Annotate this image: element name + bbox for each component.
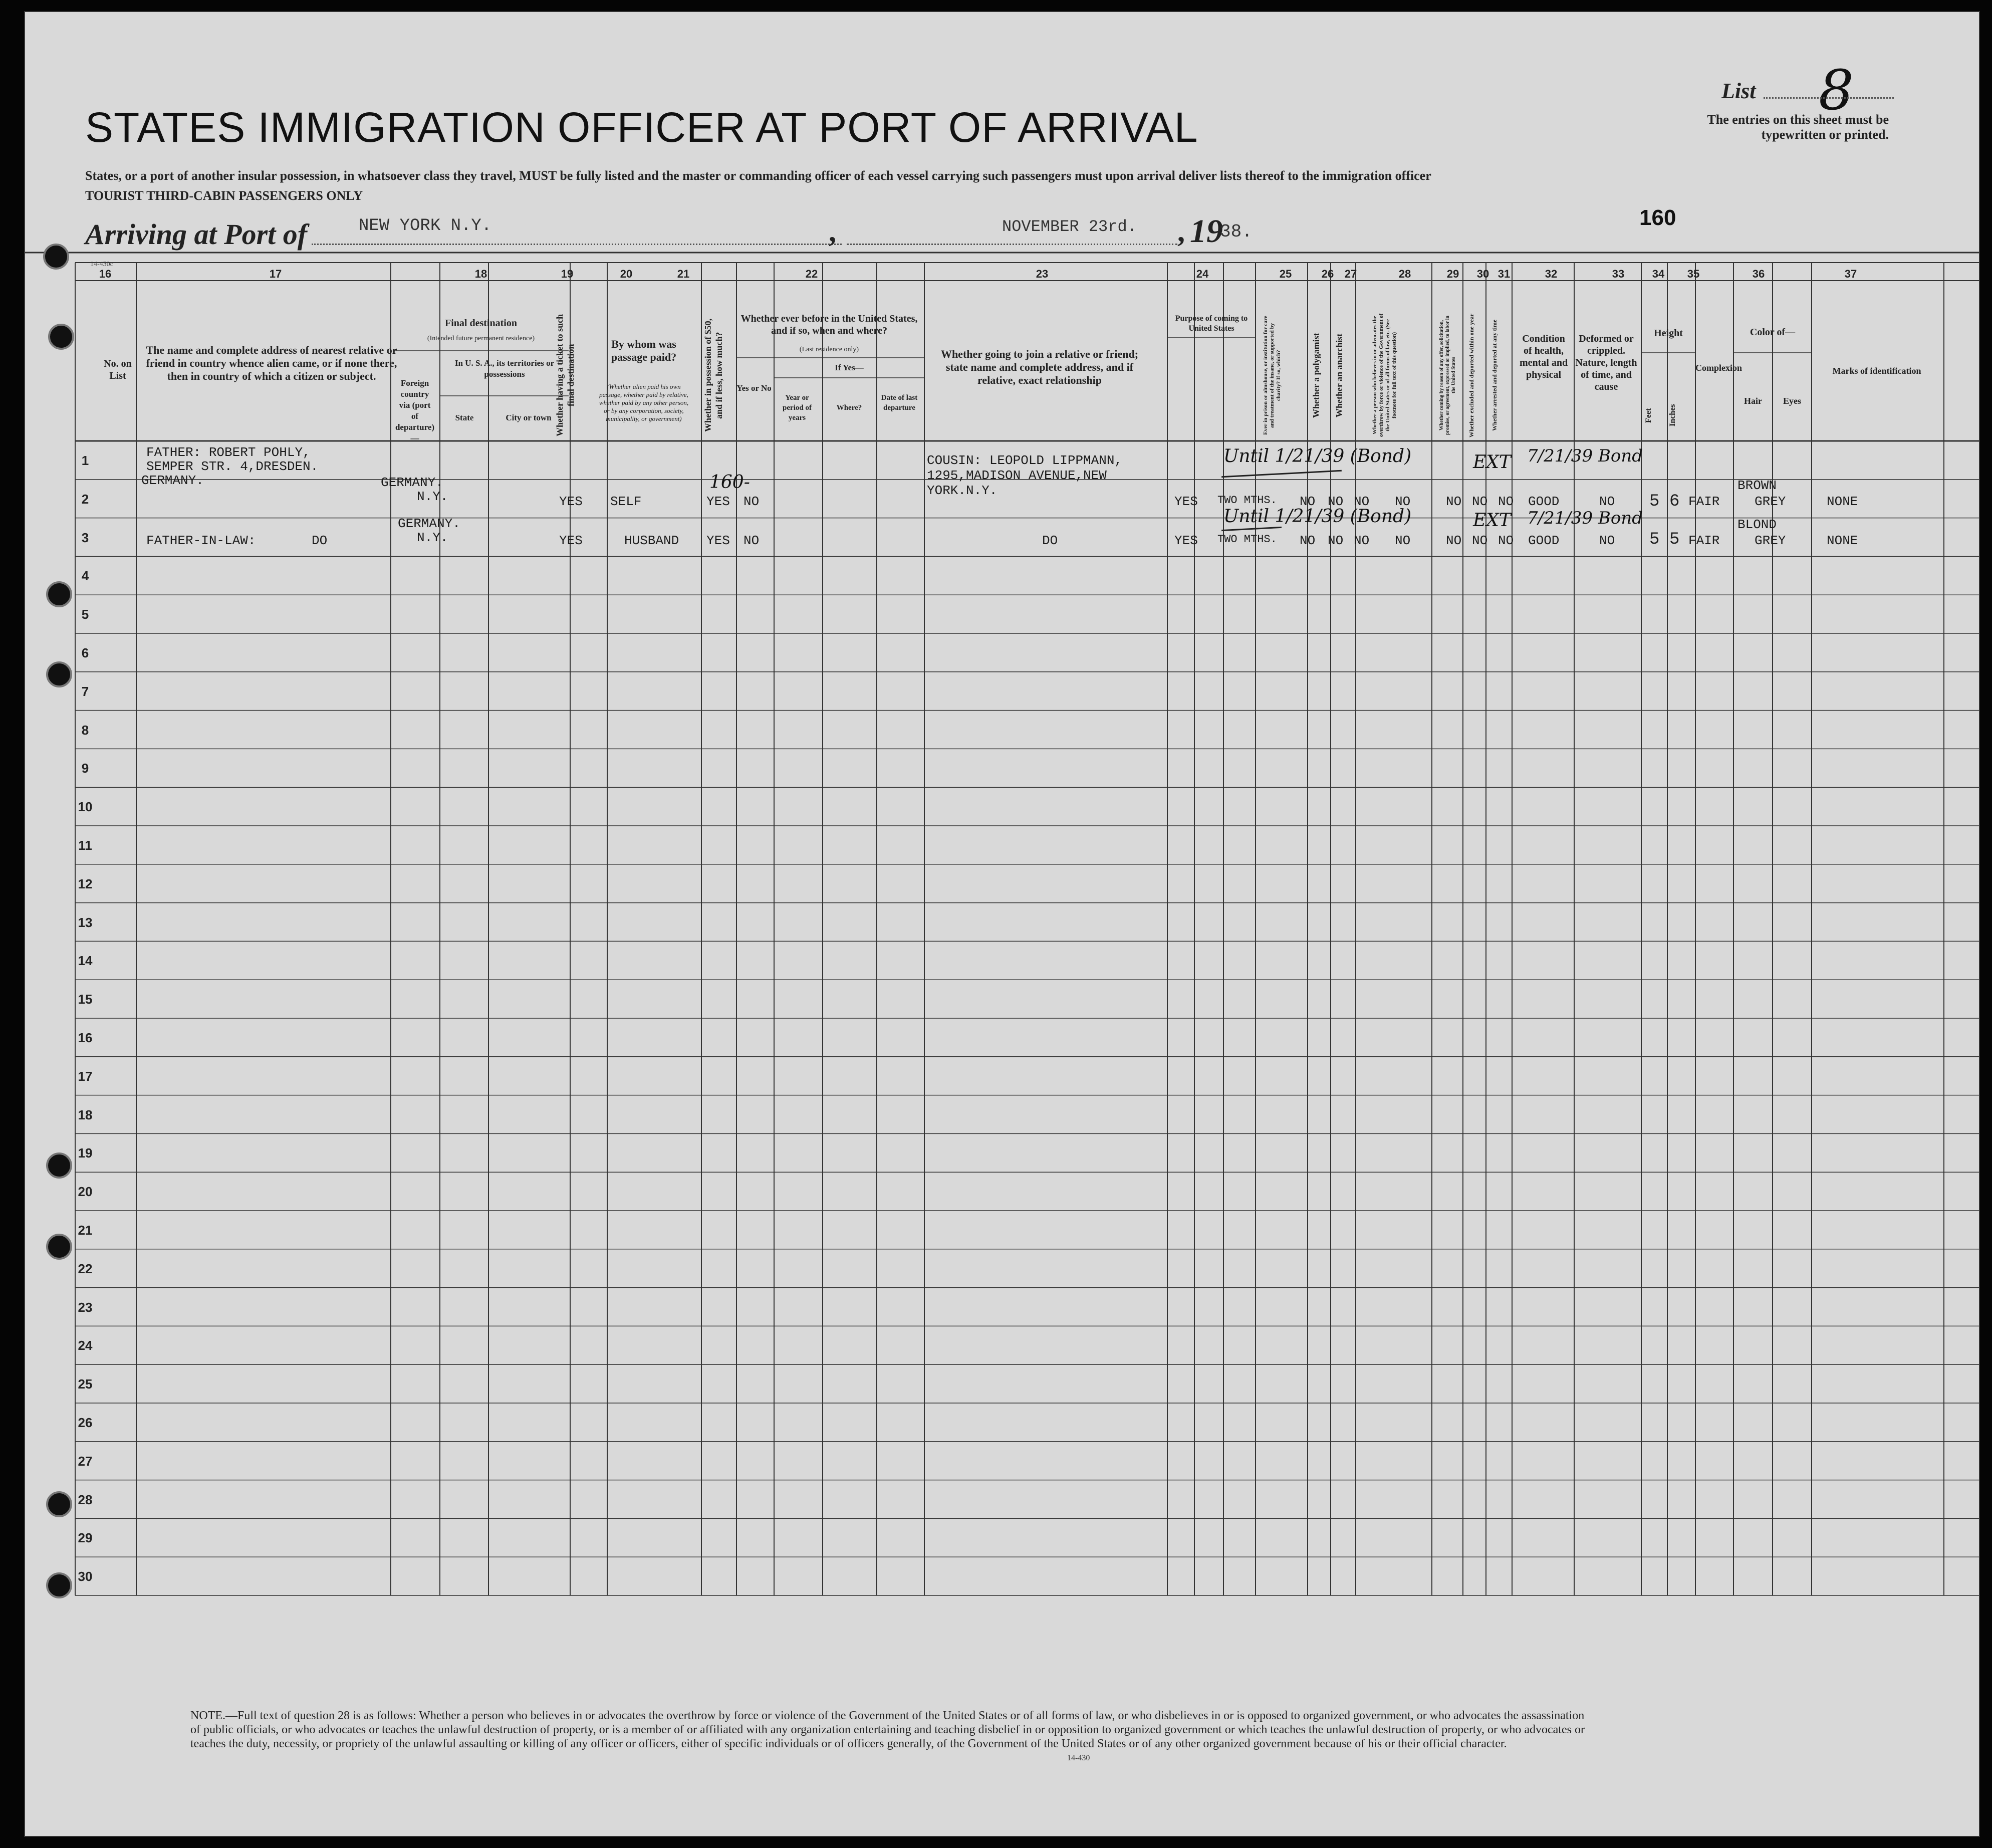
binder-hole [46, 1491, 72, 1517]
row-number: 20 [78, 1184, 93, 1200]
binder-hole [46, 1234, 72, 1260]
row2-hair: BLOND [1737, 517, 1777, 532]
row1-health-handwritten: 7/21/39 Bond [1527, 446, 1643, 466]
footnote: NOTE.—Full text of question 28 is as follows: Whether a person who believes in or advocates the overthrow by force or violence of the Government of the United States or of all forms of law, or who disbelieves in or is opposed to organized government, or who advocates the assassination of public officials, or who advocates or teaches the unlawful destruction of property, or is a member of or affiliated with any organization entertaining and teaching disbelief in or opposition to organized government or which teaches the unlawful destruction of property, or who advocates or teaches the duty, necessity, or propriety of the unlawful assaulting or killing of any officer or officers, either of specific individuals or of officers generally, of the Government of the United States or of any other organized government because of his or their official character. [190, 1709, 1585, 1750]
header-no-on-list: No. on List [104, 358, 132, 381]
row1-polygamist: NO [1328, 494, 1344, 509]
row1-state: N.Y. [417, 489, 448, 504]
row-number: 25 [78, 1376, 93, 1392]
header-relative-address: The name and complete address of nearest relative or friend in country whence alien came, or if none there, then in country of which a citizen or subject. [146, 344, 397, 382]
header-city: City or town [506, 413, 552, 422]
row1-deported: NO [1498, 494, 1514, 509]
row-number: 19 [78, 1145, 93, 1161]
row1-complexion: FAIR [1688, 494, 1720, 509]
row-number: 10 [78, 799, 93, 815]
header-excluded: Whether excluded and deported within one year [1468, 313, 1475, 437]
header-purpose: Purpose of coming to United States [1175, 314, 1248, 333]
row-number: 22 [78, 1261, 93, 1276]
row1-excluded: NO [1472, 494, 1488, 509]
column-number: 34 [1652, 268, 1665, 280]
row-number: 18 [78, 1107, 93, 1122]
row2-deported: NO [1498, 533, 1514, 548]
row-number: 9 [81, 761, 89, 776]
row-number: 5 [81, 607, 89, 622]
column-number: 29 [1446, 268, 1459, 280]
column-number: 23 [1036, 268, 1049, 280]
row1-relative-line3: GERMANY. [141, 473, 204, 488]
row-number: 11 [78, 838, 92, 853]
row-number: 21 [78, 1223, 93, 1238]
binder-hole [46, 1152, 72, 1179]
row2-stay: TWO MTHS. [1217, 533, 1277, 546]
row-number: 28 [78, 1492, 93, 1507]
header-feet: Feet [1644, 408, 1653, 423]
row1-before-us: NO [743, 494, 760, 509]
row1-relative-line2: SEMPER STR. 4,DRESDEN. [146, 459, 319, 474]
row-number: 15 [78, 992, 93, 1007]
header-final-destination: Final destination [445, 318, 517, 329]
row2-ticket: YES [559, 533, 583, 548]
row-number: 30 [78, 1569, 93, 1584]
row2-labor: NO [1446, 533, 1462, 548]
form-title: STATES IMMIGRATION OFFICER AT PORT OF ARRIVAL [85, 104, 1198, 151]
header-fifty-dollars: Whether in possession of $50, and if less, how much? [703, 318, 724, 432]
column-number: 33 [1612, 268, 1625, 280]
binder-hole [46, 581, 72, 607]
row1-health: GOOD [1528, 494, 1560, 509]
row-number: 6 [81, 645, 89, 660]
column-number: 24 [1196, 268, 1209, 280]
header-join-relative: Whether going to join a relative or friend; state name and complete address, and if relative, exact relationship [940, 348, 1139, 386]
row-number: 13 [78, 914, 93, 930]
year-suffix: 38. [1220, 221, 1253, 242]
row-number: 3 [81, 530, 89, 545]
row-number: 8 [81, 722, 89, 738]
form-subtitle: States, or a port of another insular possession, in whatsoever class they travel, MUST be fully listed and the master or commanding officer of each vessel carrying such passengers must upon arrival deliver lists thereof to the immigration officer [85, 168, 1431, 183]
row-number: 26 [78, 1415, 93, 1430]
entries-note: The entries on this sheet must be typewritten or printed. [1707, 112, 1889, 142]
row1-join-line3: YORK.N.Y. [927, 483, 998, 498]
row2-relative-line1: FATHER-IN-LAW: [146, 533, 256, 548]
row1-foreign-country: GERMANY. [381, 475, 443, 490]
header-health: Condition of health, mental and physical [1519, 333, 1568, 380]
row-number: 27 [78, 1453, 93, 1469]
column-number: 26 [1321, 268, 1334, 280]
row2-money: YES [706, 533, 730, 548]
header-anarchist: Whether an anarchist [1334, 333, 1344, 417]
row1-labor: NO [1446, 494, 1462, 509]
row1-join-line1: COUSIN: LEOPOLD LIPPMANN, [927, 453, 1123, 468]
header-overthrow: Whether a person who believes in or advocates the overthrow by force or violence of the Government of the United States or of all forms of law, etc. (See footnote for full text of this question) [1372, 313, 1397, 437]
row1-eyes: GREY [1755, 494, 1786, 509]
header-state: State [455, 413, 474, 422]
header-eyes: Eyes [1783, 396, 1801, 406]
header-last-residence: (Last residence only) [799, 346, 859, 353]
row1-prison: NO [1300, 494, 1316, 509]
row2-paid-by: HUSBAND [624, 533, 679, 548]
column-number: 19 [561, 268, 574, 280]
header-final-destination-sub: (Intended future permanent residence) [427, 335, 535, 342]
column-number: 37 [1844, 268, 1857, 280]
row-number: 14 [78, 953, 93, 969]
date-value: NOVEMBER 23rd. [1002, 217, 1137, 236]
comma-separator: , [829, 215, 836, 248]
binder-hole [48, 324, 74, 350]
header-ticket: Whether having a ticket to such final destination [555, 314, 576, 437]
header-yes-or-no: Yes or No [736, 383, 772, 393]
comma-separator: , [1177, 215, 1185, 248]
row-number: 12 [78, 876, 93, 891]
page-number: 160 [1639, 205, 1676, 230]
column-number: 18 [474, 268, 487, 280]
row2-marks: NONE [1827, 533, 1858, 548]
column-number: 31 [1498, 268, 1511, 280]
row2-polygamist: NO [1328, 533, 1344, 548]
row2-stay-handwritten: Until 1/21/39 (Bond) [1223, 506, 1412, 527]
row-number: 2 [81, 491, 89, 507]
column-number: 28 [1398, 268, 1411, 280]
row2-complexion: FAIR [1688, 533, 1720, 548]
manifest-sheet [24, 11, 1980, 1837]
column-number: 32 [1545, 268, 1558, 280]
row1-stay-handwritten: Until 1/21/39 (Bond) [1223, 446, 1412, 467]
row1-join-line2: 1295,MADISON AVENUE,NEW [927, 468, 1107, 483]
column-number: 22 [805, 268, 818, 280]
header-labor: Whether coming by reason of any offer, solicitation, promise, or agreement, expressed or implied, to labor in the United States [1439, 315, 1456, 435]
row1-marks: NONE [1827, 494, 1858, 509]
row-number: 17 [78, 1068, 93, 1084]
table-grid [25, 12, 1979, 1836]
row1-ext-handwritten: EXT [1473, 452, 1511, 473]
row2-eyes: GREY [1755, 533, 1786, 548]
row2-overthrow: NO [1395, 533, 1411, 548]
row2-health-handwritten: 7/21/39 Bond [1527, 508, 1643, 528]
row1-paid-by: SELF [610, 494, 642, 509]
header-prison: Ever in prison or almshouse, or institution for care and treatment of the insane, or supported by charity? If so, which? [1263, 316, 1282, 435]
row1-overthrow: NO [1395, 494, 1411, 509]
row2-health: GOOD [1528, 533, 1560, 548]
row2-purpose: YES [1174, 533, 1198, 548]
column-number: 30 [1476, 268, 1489, 280]
list-number: 8 [1819, 58, 1854, 122]
header-usa: In U. S. A., its territories or possessions [454, 358, 555, 379]
header-last-departure: Date of last departure [881, 394, 918, 412]
year-prefix: 19 [1190, 213, 1223, 250]
column-number: 27 [1344, 268, 1357, 280]
header-hair: Hair [1744, 396, 1762, 406]
row2-feet: 5 [1649, 530, 1660, 549]
row1-ticket: YES [559, 494, 583, 509]
row1-purpose: YES [1174, 494, 1198, 509]
row-number: 23 [78, 1299, 93, 1315]
header-passage-paid: By whom was passage paid? [611, 338, 677, 363]
row2-inches: 5 [1669, 530, 1680, 549]
header-marks: Marks of identification [1832, 366, 1921, 376]
header-deformed: Deformed or crippled. Nature, length of time, and cause [1575, 333, 1637, 392]
row1-stay: TWO MTHS. [1217, 494, 1277, 507]
row2-excluded: NO [1472, 533, 1488, 548]
header-color-of: Color of— [1750, 327, 1796, 338]
row2-prison: NO [1300, 533, 1316, 548]
header-inches: Inches [1668, 404, 1677, 427]
row1-hair: BROWN [1737, 478, 1777, 493]
row2-before-us: NO [743, 533, 760, 548]
row2-foreign-country: GERMANY. [398, 516, 460, 531]
row1-anarchist: NO [1354, 494, 1370, 509]
header-where: Where? [836, 404, 862, 412]
row2-relative-do: DO [312, 533, 328, 548]
row1-money: YES [706, 494, 730, 509]
row2-anarchist: NO [1354, 533, 1370, 548]
header-years: Year or period of years [783, 394, 812, 422]
row-number: 16 [78, 1030, 93, 1045]
row2-join: DO [1042, 533, 1058, 548]
binder-hole [46, 661, 72, 687]
column-number: 20 [620, 268, 633, 280]
column-number: 21 [677, 268, 690, 280]
cabin-class: TOURIST THIRD-CABIN PASSENGERS ONLY [85, 188, 363, 203]
row1-feet: 5 [1649, 492, 1660, 511]
column-number: 35 [1687, 268, 1700, 280]
column-number: 16 [99, 268, 112, 280]
header-ever-before-in-us: Whether ever before in the United States, and if so, when and where? [740, 313, 918, 336]
row1-deformed: NO [1599, 494, 1615, 509]
binder-hole [46, 1572, 72, 1598]
header-height: Height [1654, 328, 1683, 339]
row-number: 4 [81, 568, 89, 584]
header-polygamist: Whether a polygamist [1311, 333, 1321, 418]
column-number: 25 [1279, 268, 1292, 280]
row2-state: N.Y. [417, 530, 448, 545]
list-label: List [1721, 79, 1756, 103]
header-foreign-country: Foreign country via (port of departure)— [395, 378, 435, 443]
row-number: 1 [81, 453, 89, 468]
header-passage-paid-sub: (Whether alien paid his own passage, whether paid by relative, whether paid by any other person, or by any corporation, society, municipality, or government) [599, 383, 689, 422]
arriving-label: Arriving at Port of [85, 218, 308, 251]
row1-money-handwritten: 160- [709, 472, 750, 493]
column-number: 36 [1752, 268, 1765, 280]
row-number: 24 [78, 1338, 93, 1353]
header-deported: Whether arrested and deported at any time [1491, 319, 1498, 431]
binder-hole [43, 244, 69, 270]
column-number: 17 [269, 268, 282, 280]
top-form-code: 14-430c [90, 261, 113, 268]
row1-inches: 6 [1669, 492, 1680, 511]
row2-deformed: NO [1599, 533, 1615, 548]
row-number: 29 [78, 1530, 93, 1546]
header-complexion: Complexion [1695, 363, 1742, 373]
row1-relative-line1: FATHER: ROBERT POHLY, [146, 445, 311, 460]
row-number: 7 [81, 683, 89, 699]
form-code: 14-430 [1067, 1754, 1090, 1762]
row2-ext-handwritten: EXT [1473, 510, 1511, 531]
port-value: NEW YORK N.Y. [359, 216, 492, 236]
header-if-yes: If Yes— [835, 363, 864, 372]
